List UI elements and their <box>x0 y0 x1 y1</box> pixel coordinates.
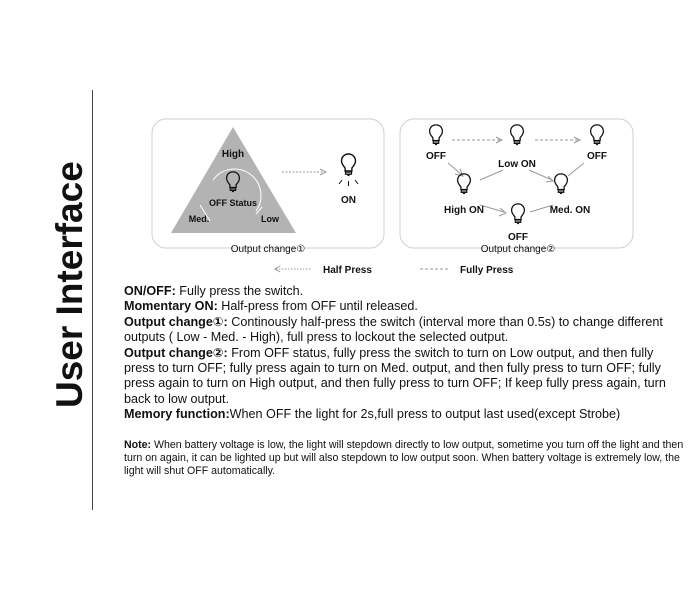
triangle-status-label: OFF Status <box>208 198 258 208</box>
legend-fully-press: Fully Press <box>460 265 514 276</box>
desc-output-change-2: Output change②: From OFF status, fully press the switch to turn on Low output, and then fully press to turn OFF; fully press again to turn on Med. output, and then fully press to turn OFF; fully press again to turn on High output, and then fully press to turn OFF; If keep fully press again, turn back to low output. <box>124 345 666 406</box>
mode-diagram <box>0 0 700 290</box>
legend-half-press: Half Press <box>323 265 372 276</box>
desc-momentary-on: Momentary ON: Half-press from OFF until released. <box>124 299 418 314</box>
triangle-med-label: Med. <box>188 214 210 224</box>
legend <box>275 265 514 276</box>
page-title: User Interface <box>49 161 90 408</box>
desc-output-change-1: Output change①: Continously half-press the switch (interval more than 0.5s) to change different outputs ( Low - Med. - High), full press to lockout the selected output. <box>124 314 663 345</box>
off-left-label: OFF <box>426 151 446 162</box>
med-on-label: Med. ON <box>549 205 591 216</box>
desc-on-off: ON/OFF: Fully press the switch. <box>124 284 304 298</box>
triangle-high-label: High <box>221 149 245 160</box>
on-label: ON <box>341 195 356 206</box>
off-right-label: OFF <box>587 151 607 162</box>
low-on-label: Low ON <box>498 159 536 170</box>
note-term: Note: <box>124 439 152 451</box>
note-block <box>124 439 684 477</box>
triangle-low-label: Low <box>261 214 279 224</box>
output-change-2-box <box>400 119 633 248</box>
description-block <box>124 284 684 423</box>
off-bottom-label: OFF <box>508 232 528 243</box>
desc-memory-function: Memory function:When OFF the light for 2s,full press to output last used(except Strobe) <box>124 407 621 422</box>
note-text: When battery voltage is low, the light will stepdown directly to low output, sometime you turn off the light and then turn on again, it can be lighted up but will also stepdown to low output soon. When battery voltage is extremely low, the light will shut OFF automatically. <box>124 439 684 477</box>
output-change-2-label: Output change② <box>480 244 556 255</box>
high-on-label: High ON <box>444 205 484 216</box>
output-change-1-label: Output change① <box>230 244 306 255</box>
